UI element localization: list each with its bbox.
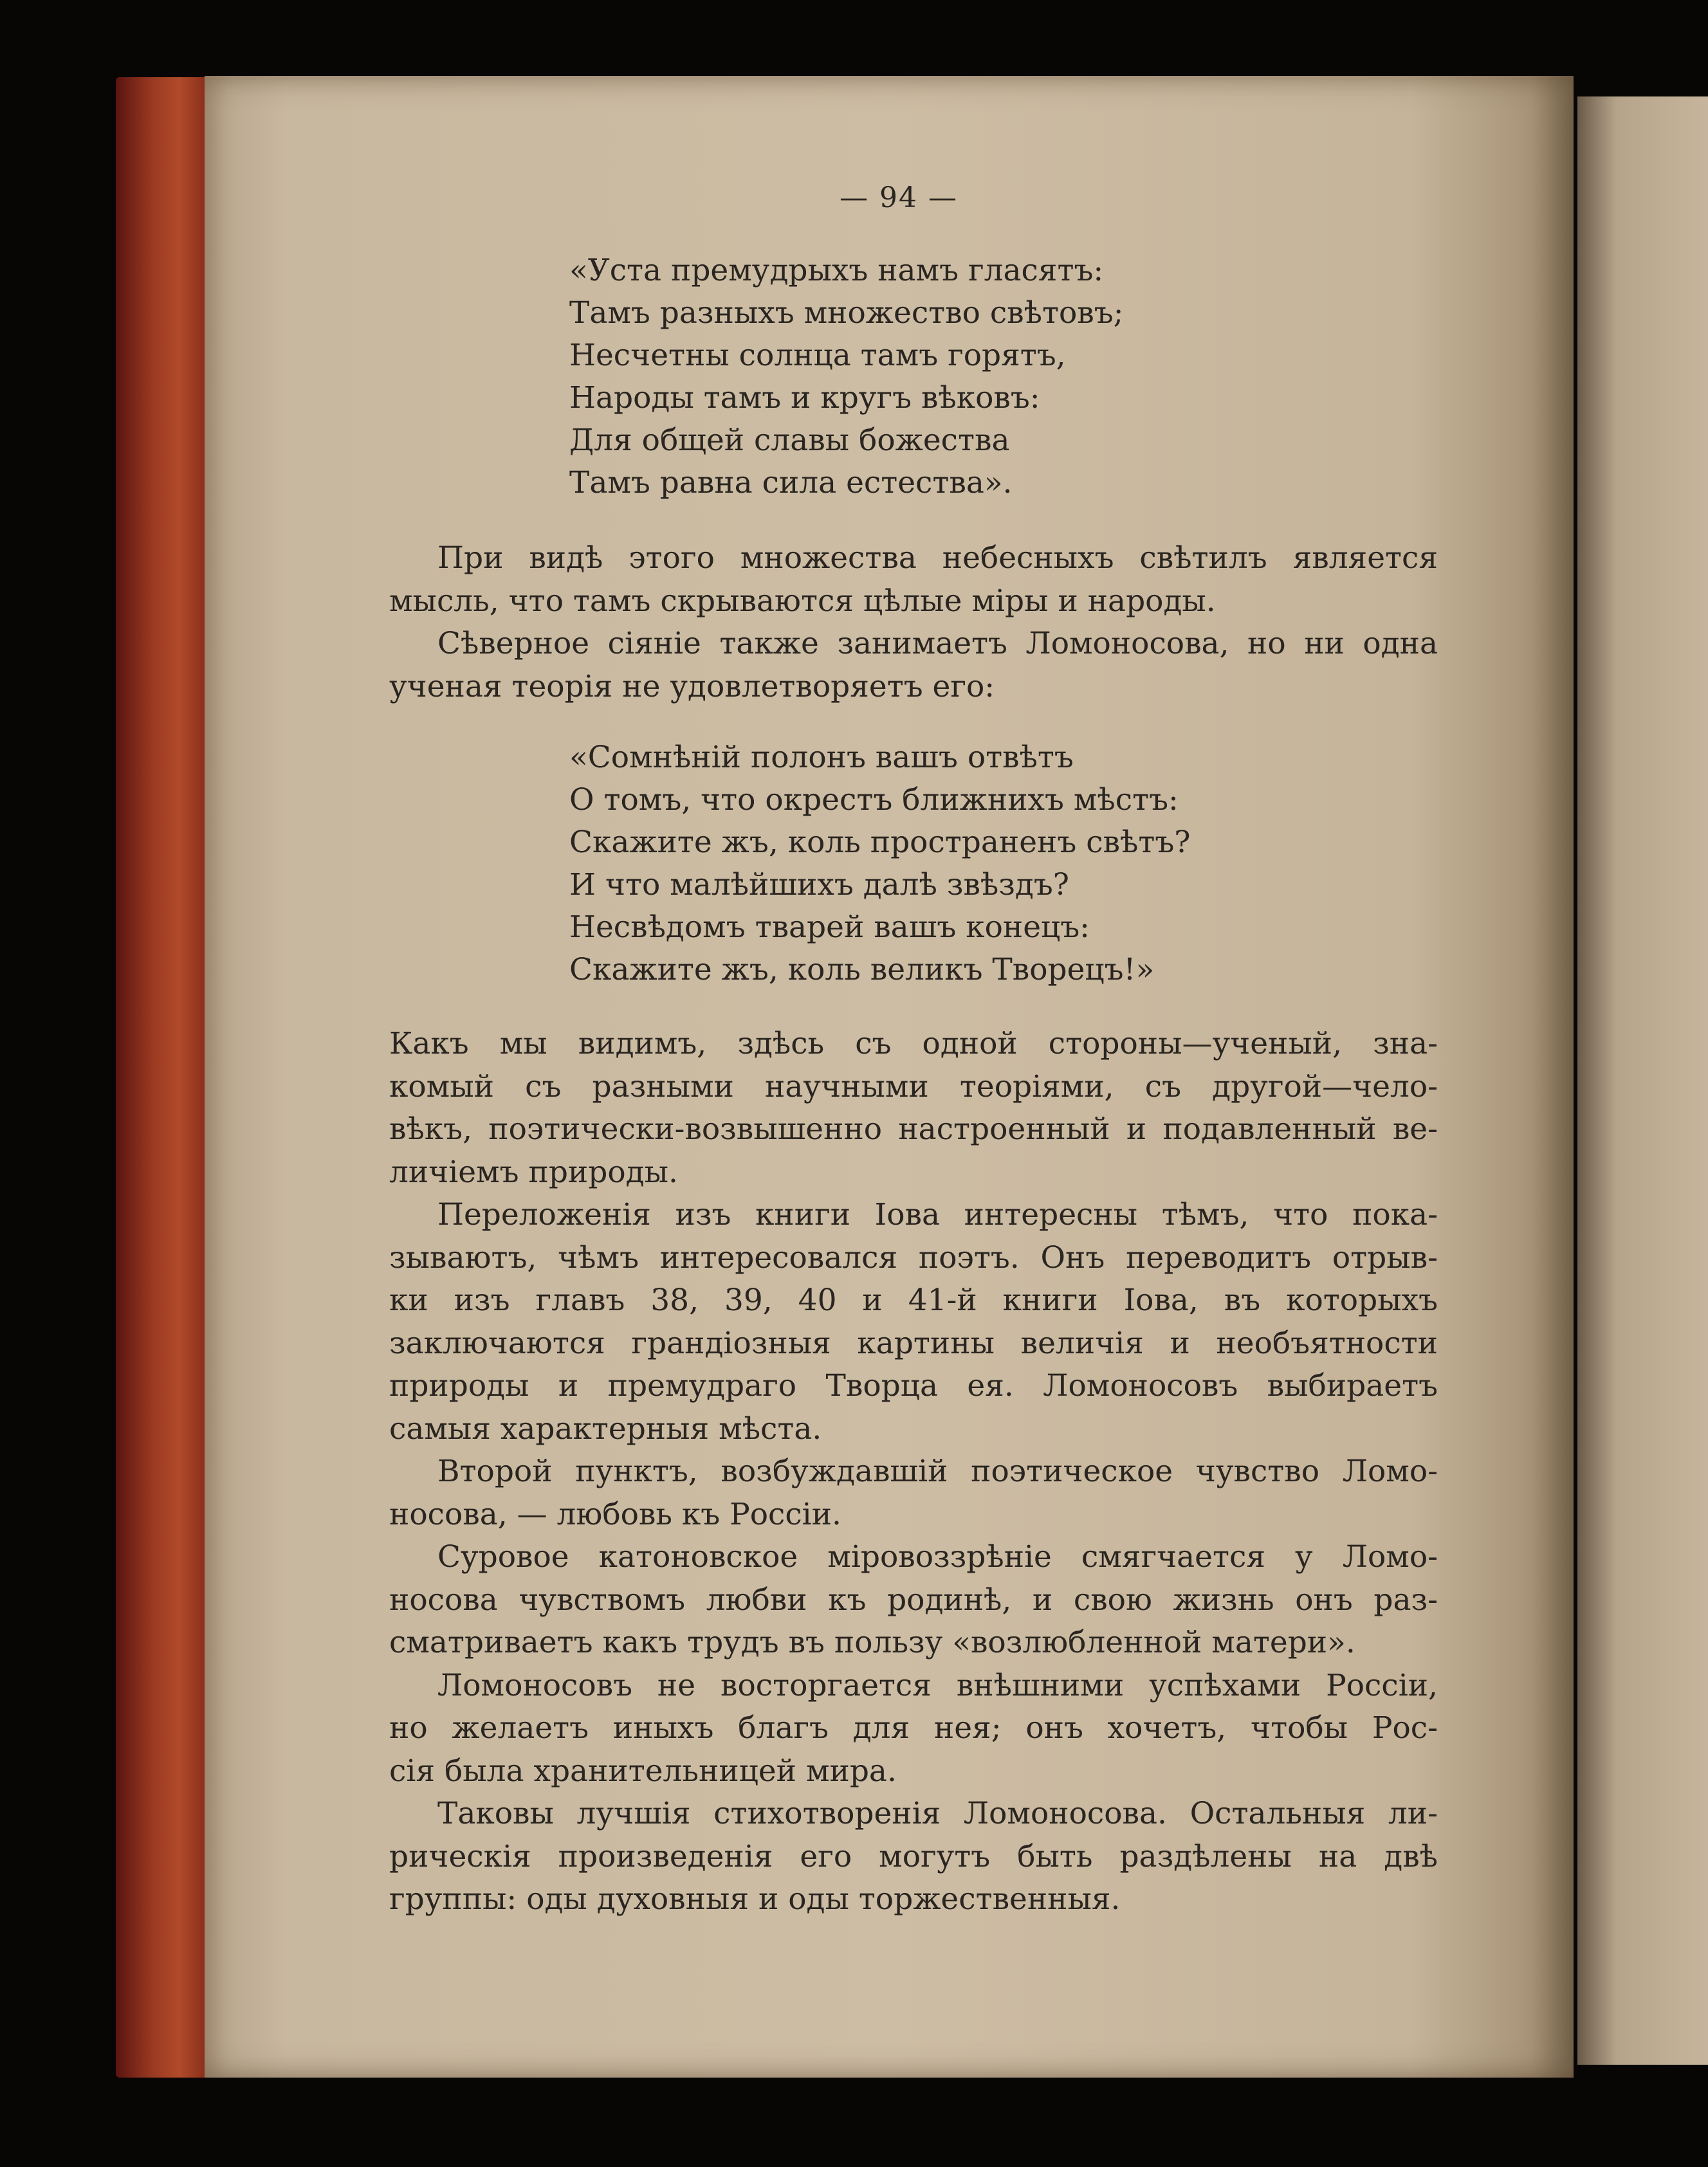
text-line: сія была хранительницей мира. xyxy=(389,1753,897,1789)
text-line: Сѣверное сіяніе также занимаетъ Ломоносова, но ни одна xyxy=(437,626,1438,661)
text-line: Ломоносовъ не восторгается внѣшними успѣхами Россіи, xyxy=(437,1667,1438,1703)
verse-stanza-2 xyxy=(569,736,1190,991)
text-line: самыя характерныя мѣста. xyxy=(389,1411,822,1447)
text-line: комый съ разными научными теоріями, съ другой—чело- xyxy=(389,1068,1438,1104)
text-line: но желаетъ иныхъ благъ для нея; онъ хочетъ, чтобы Рос- xyxy=(389,1710,1438,1746)
verse-stanza-1 xyxy=(569,250,1123,504)
verse-line: «Уста премудрыхъ намъ гласятъ: xyxy=(569,253,1104,288)
verse-line: И что малѣйшихъ далѣ звѣздъ? xyxy=(569,867,1069,902)
text-line: группы: оды духовныя и оды торжественныя. xyxy=(389,1881,1121,1917)
verse-line: О томъ, что окрестъ ближнихъ мѣстъ: xyxy=(569,782,1179,818)
text-line: зываютъ, чѣмъ интересовался поэтъ. Онъ переводитъ отрыв- xyxy=(389,1239,1438,1276)
text-line: вѣкъ, поэтически-возвышенно настроенный и подавленный ве- xyxy=(389,1111,1438,1147)
verse-line: Несчетны солнца тамъ горятъ, xyxy=(569,338,1066,373)
verse-line: Тамъ равна сила естества». xyxy=(569,465,1013,500)
verse-line: Скажите жъ, коль пространенъ свѣтъ? xyxy=(569,825,1191,860)
text-line: При видѣ этого множества небесныхъ свѣтилъ является xyxy=(437,540,1438,576)
verse-line: Для общей славы божества xyxy=(569,423,1010,458)
text-line: личіемъ природы. xyxy=(389,1154,678,1190)
text-line: носова чувствомъ любви къ родинѣ, и свою жизнь онъ раз- xyxy=(389,1582,1438,1618)
next-page-edge xyxy=(1577,96,1708,2065)
verse-line: Тамъ разныхъ множество свѣтовъ; xyxy=(569,295,1124,331)
text-line: Второй пунктъ, возбуждавшій поэтическое чувство Ломо- xyxy=(437,1454,1438,1489)
text-line: носова, — любовь къ Россіи. xyxy=(389,1496,841,1532)
page-number: — 94 — xyxy=(840,181,958,214)
text-line: Таковы лучшія стихотворенія Ломоносова. Остальныя ли- xyxy=(437,1796,1438,1831)
text-line: рическія произведенія его могутъ быть раздѣлены на двѣ xyxy=(389,1838,1438,1874)
text-line: ки изъ главъ 38, 39, 40 и 41-й книги Іова, въ которыхъ xyxy=(389,1283,1438,1318)
verse-line: Народы тамъ и кругъ вѣковъ: xyxy=(569,380,1040,416)
text-line: Суровое катоновское міровоззрѣніе смягчается у Ломо- xyxy=(437,1539,1438,1575)
text-line: ученая теорія не удовлетворяетъ его: xyxy=(389,668,995,704)
prose-block-1 xyxy=(389,537,1438,708)
verse-line: Скажите жъ, коль великъ Творецъ!» xyxy=(569,952,1155,987)
text-line: Какъ мы видимъ, здѣсь съ одной стороны—ученый, зна- xyxy=(389,1026,1438,1061)
text-line: мысль, что тамъ скрываются цѣлые міры и народы. xyxy=(389,583,1216,619)
text-line: Переложенія изъ книги Іова интересны тѣмъ, что пока- xyxy=(437,1197,1438,1232)
text-line: сматриваетъ какъ трудъ въ пользу «возлюбленной матери». xyxy=(389,1625,1355,1660)
verse-line: «Сомнѣній полонъ вашъ отвѣтъ xyxy=(569,740,1074,775)
text-line: природы и премудраго Творца ея. Ломоносовъ выбираетъ xyxy=(389,1368,1438,1404)
text-line: заключаются грандіозныя картины величія и необъятности xyxy=(389,1325,1438,1361)
verse-line: Несвѣдомъ тварей вашъ конецъ: xyxy=(569,910,1090,945)
prose-block-2 xyxy=(389,1023,1438,1921)
